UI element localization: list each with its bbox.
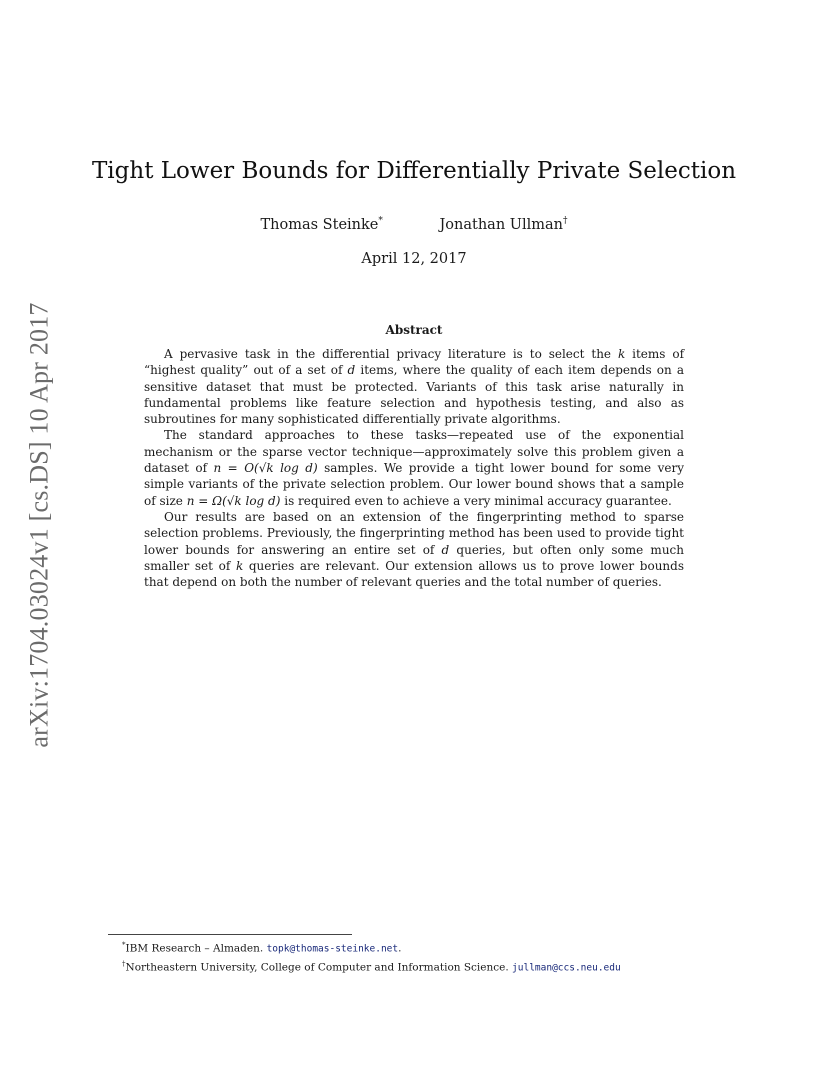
author-steinke [261,216,383,233]
footnote-steinke [122,938,722,957]
abstract-text: items, where the quality of each item depends on a sensitive dataset that must be protected. Variants of this task arise naturally in fundamental problems like feature selection and hypothesis testing, and also as subroutines for many sophisticated differentially private algorithms. [144,363,684,427]
footnote-text: IBM Research – Almaden. [125,942,267,955]
math-variable: k [235,558,244,573]
paper-title: Tight Lower Bounds for Differentially Private Selection [91,158,737,184]
math-variable: d [441,542,450,557]
abstract-paragraph-2 [144,427,684,508]
author-name: Jonathan Ullman [439,216,563,233]
author-list [0,216,828,233]
footnote-divider [108,934,352,935]
abstract-text: items of “highest quality” out of a set of [144,347,685,378]
abstract-text: The standard approaches to these tasks—repeated use of the exponential mechanism or the sparse vector technique—approximately solve this problem given a dataset of [144,428,684,476]
footnote-text: . [398,942,402,955]
abstract-paragraph-3 [144,509,684,590]
abstract-text: is required even to achieve a very minimal accuracy guarantee. [280,493,672,508]
math-expression: n = Ω(√k log d) [186,493,281,508]
abstract-text: queries, but often only some much smaller set of [144,542,684,573]
author-ullman [439,216,567,233]
abstract-text: samples. We provide a tight lower bound for some very simple variants of the private selection problem. Our lower bound shows that a sample of size [144,461,684,508]
author-name: Thomas Steinke [260,216,379,233]
footnotes [122,938,722,975]
math-variable: k [617,347,626,361]
author-footnote-mark: * [378,216,383,226]
footnote-text: Northeastern University, College of Computer and Information Science. [125,961,513,973]
math-variable: d [347,363,356,378]
abstract-text: Our results are based on an extension of the fingerprinting method to sparse selection problems. Previously, the fingerprinting method has been used to provide tight lower bounds for answering an entire set of [144,509,684,557]
paper-date: April 12, 2017 [361,251,467,267]
abstract-heading: Abstract [385,323,443,337]
math-expression: n = O(√k log d) [213,461,318,476]
footnote-mark: * [122,941,126,949]
arxiv-identifier: arXiv:1704.03024v1 [cs.DS] 10 Apr 2017 [25,302,55,748]
email-link[interactable]: topk@thomas-steinke.net [266,943,399,955]
abstract-text: A pervasive task in the differential privacy literature is to select the [164,347,618,361]
email-link[interactable]: jullman@ccs.neu.edu [512,962,621,973]
author-footnote-mark: † [563,216,568,226]
abstract-text: queries are relevant. Our extension allows us to prove lower bounds that depend on both the number of relevant queries and the total number of queries. [144,558,684,590]
footnote-mark: † [122,959,126,968]
abstract-body [144,346,684,590]
footnote-ullman [122,957,722,976]
abstract-paragraph-1 [144,346,684,427]
arxiv-sidebar-stamp [22,290,58,760]
